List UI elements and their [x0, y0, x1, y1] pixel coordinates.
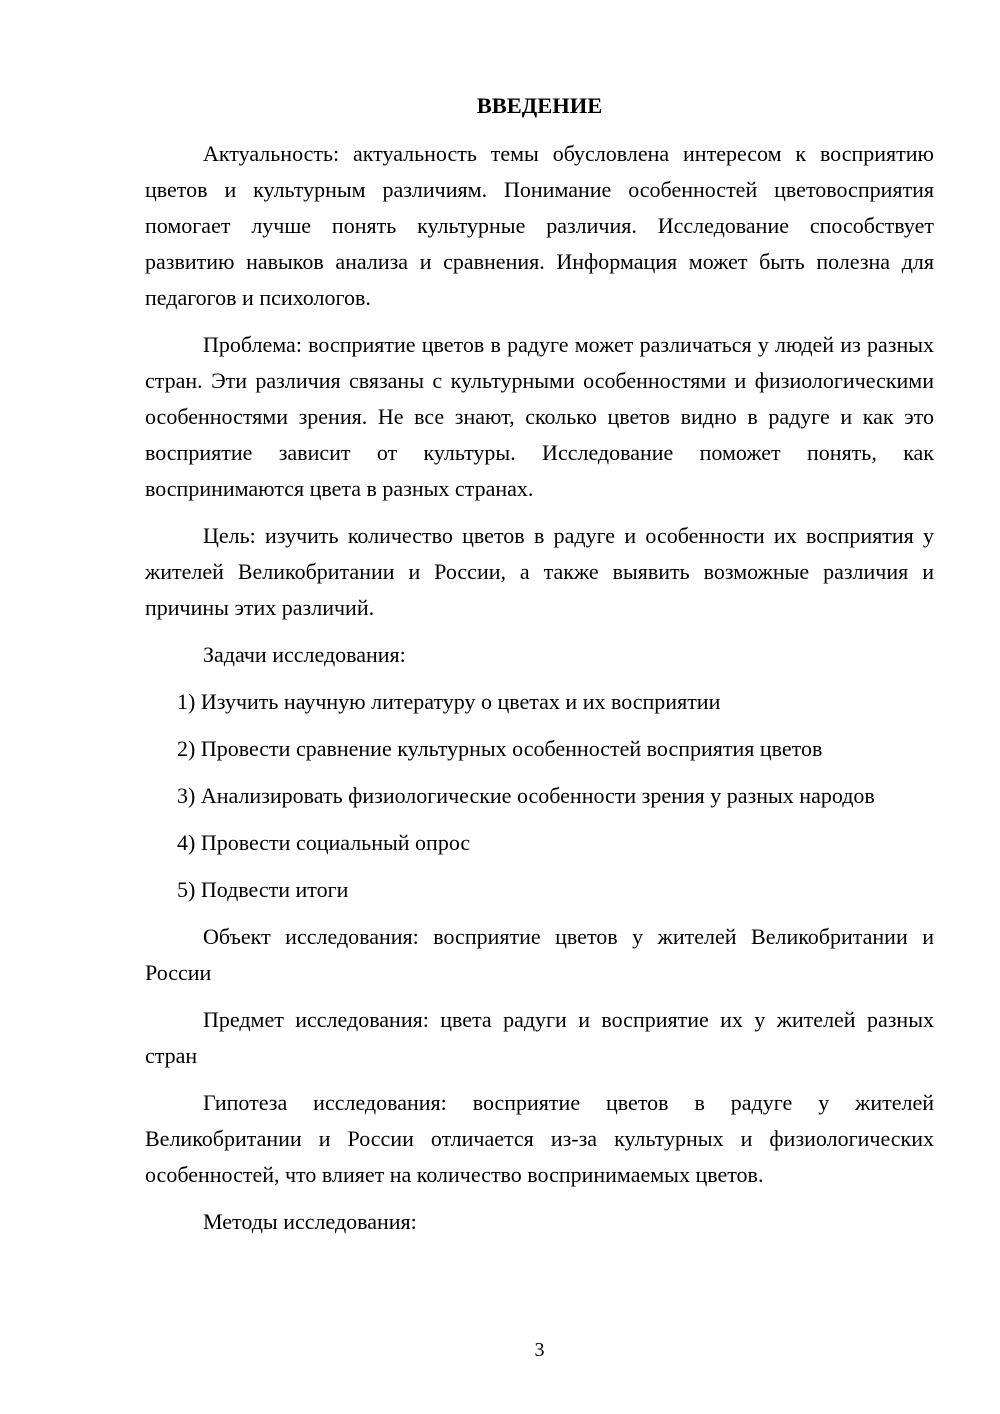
- paragraph-predmet: Предмет исследования: цвета радуги и восприятие их у жителей разных стран: [145, 1007, 934, 1068]
- paragraph-aktualnost: Актуальность: актуальность темы обусловлена интересом к восприятию цветов и культурным различиям. Понимание особенностей цветовосприятия помогает лучше понять культурные различия. Исследование способствует развитию навыков анализа и сравнения. Информация может быть полезна для педагогов и психологов.: [145, 141, 934, 310]
- paragraph-metody-heading: Методы исследования:: [203, 1209, 417, 1234]
- paragraph-obekt: Объект исследования: восприятие цветов у жителей Великобритании и России: [145, 924, 934, 985]
- list-item-2: 2) Провести сравнение культурных особенностей восприятия цветов: [177, 736, 823, 761]
- list-item-3: 3) Анализировать физиологические особенности зрения у разных народов: [177, 783, 875, 808]
- paragraph-gipoteza: Гипотеза исследования: восприятие цветов в радуге у жителей Великобритании и России отличается из-за культурных и физиологических особенностей, что влияет на количество воспринимаемых цветов.: [145, 1090, 934, 1187]
- list-item-5: 5) Подвести итоги: [177, 877, 349, 902]
- section-heading: ВВЕДЕНИЕ: [476, 93, 603, 118]
- list-item-4: 4) Провести социальный опрос: [177, 830, 471, 855]
- list-item-1: 1) Изучить научную литературу о цветах и их восприятии: [177, 689, 721, 714]
- paragraph-tsel: Цель: изучить количество цветов в радуге и особенности их восприятия у жителей Великобритании и России, а также выявить возможные различия и причины этих различий.: [145, 523, 934, 620]
- page-number: 3: [534, 1339, 545, 1361]
- paragraph-problema: Проблема: восприятие цветов в радуге может различаться у людей из разных стран. Эти различия связаны с культурными особенностями и физиологическими особенностями зрения. Не все знают, сколько цветов видно в радуге и как это восприятие зависит от культуры. Исследование поможет понять, как воспринимаются цвета в разных странах.: [145, 332, 934, 501]
- paragraph-zadachi-heading: Задачи исследования:: [203, 642, 406, 667]
